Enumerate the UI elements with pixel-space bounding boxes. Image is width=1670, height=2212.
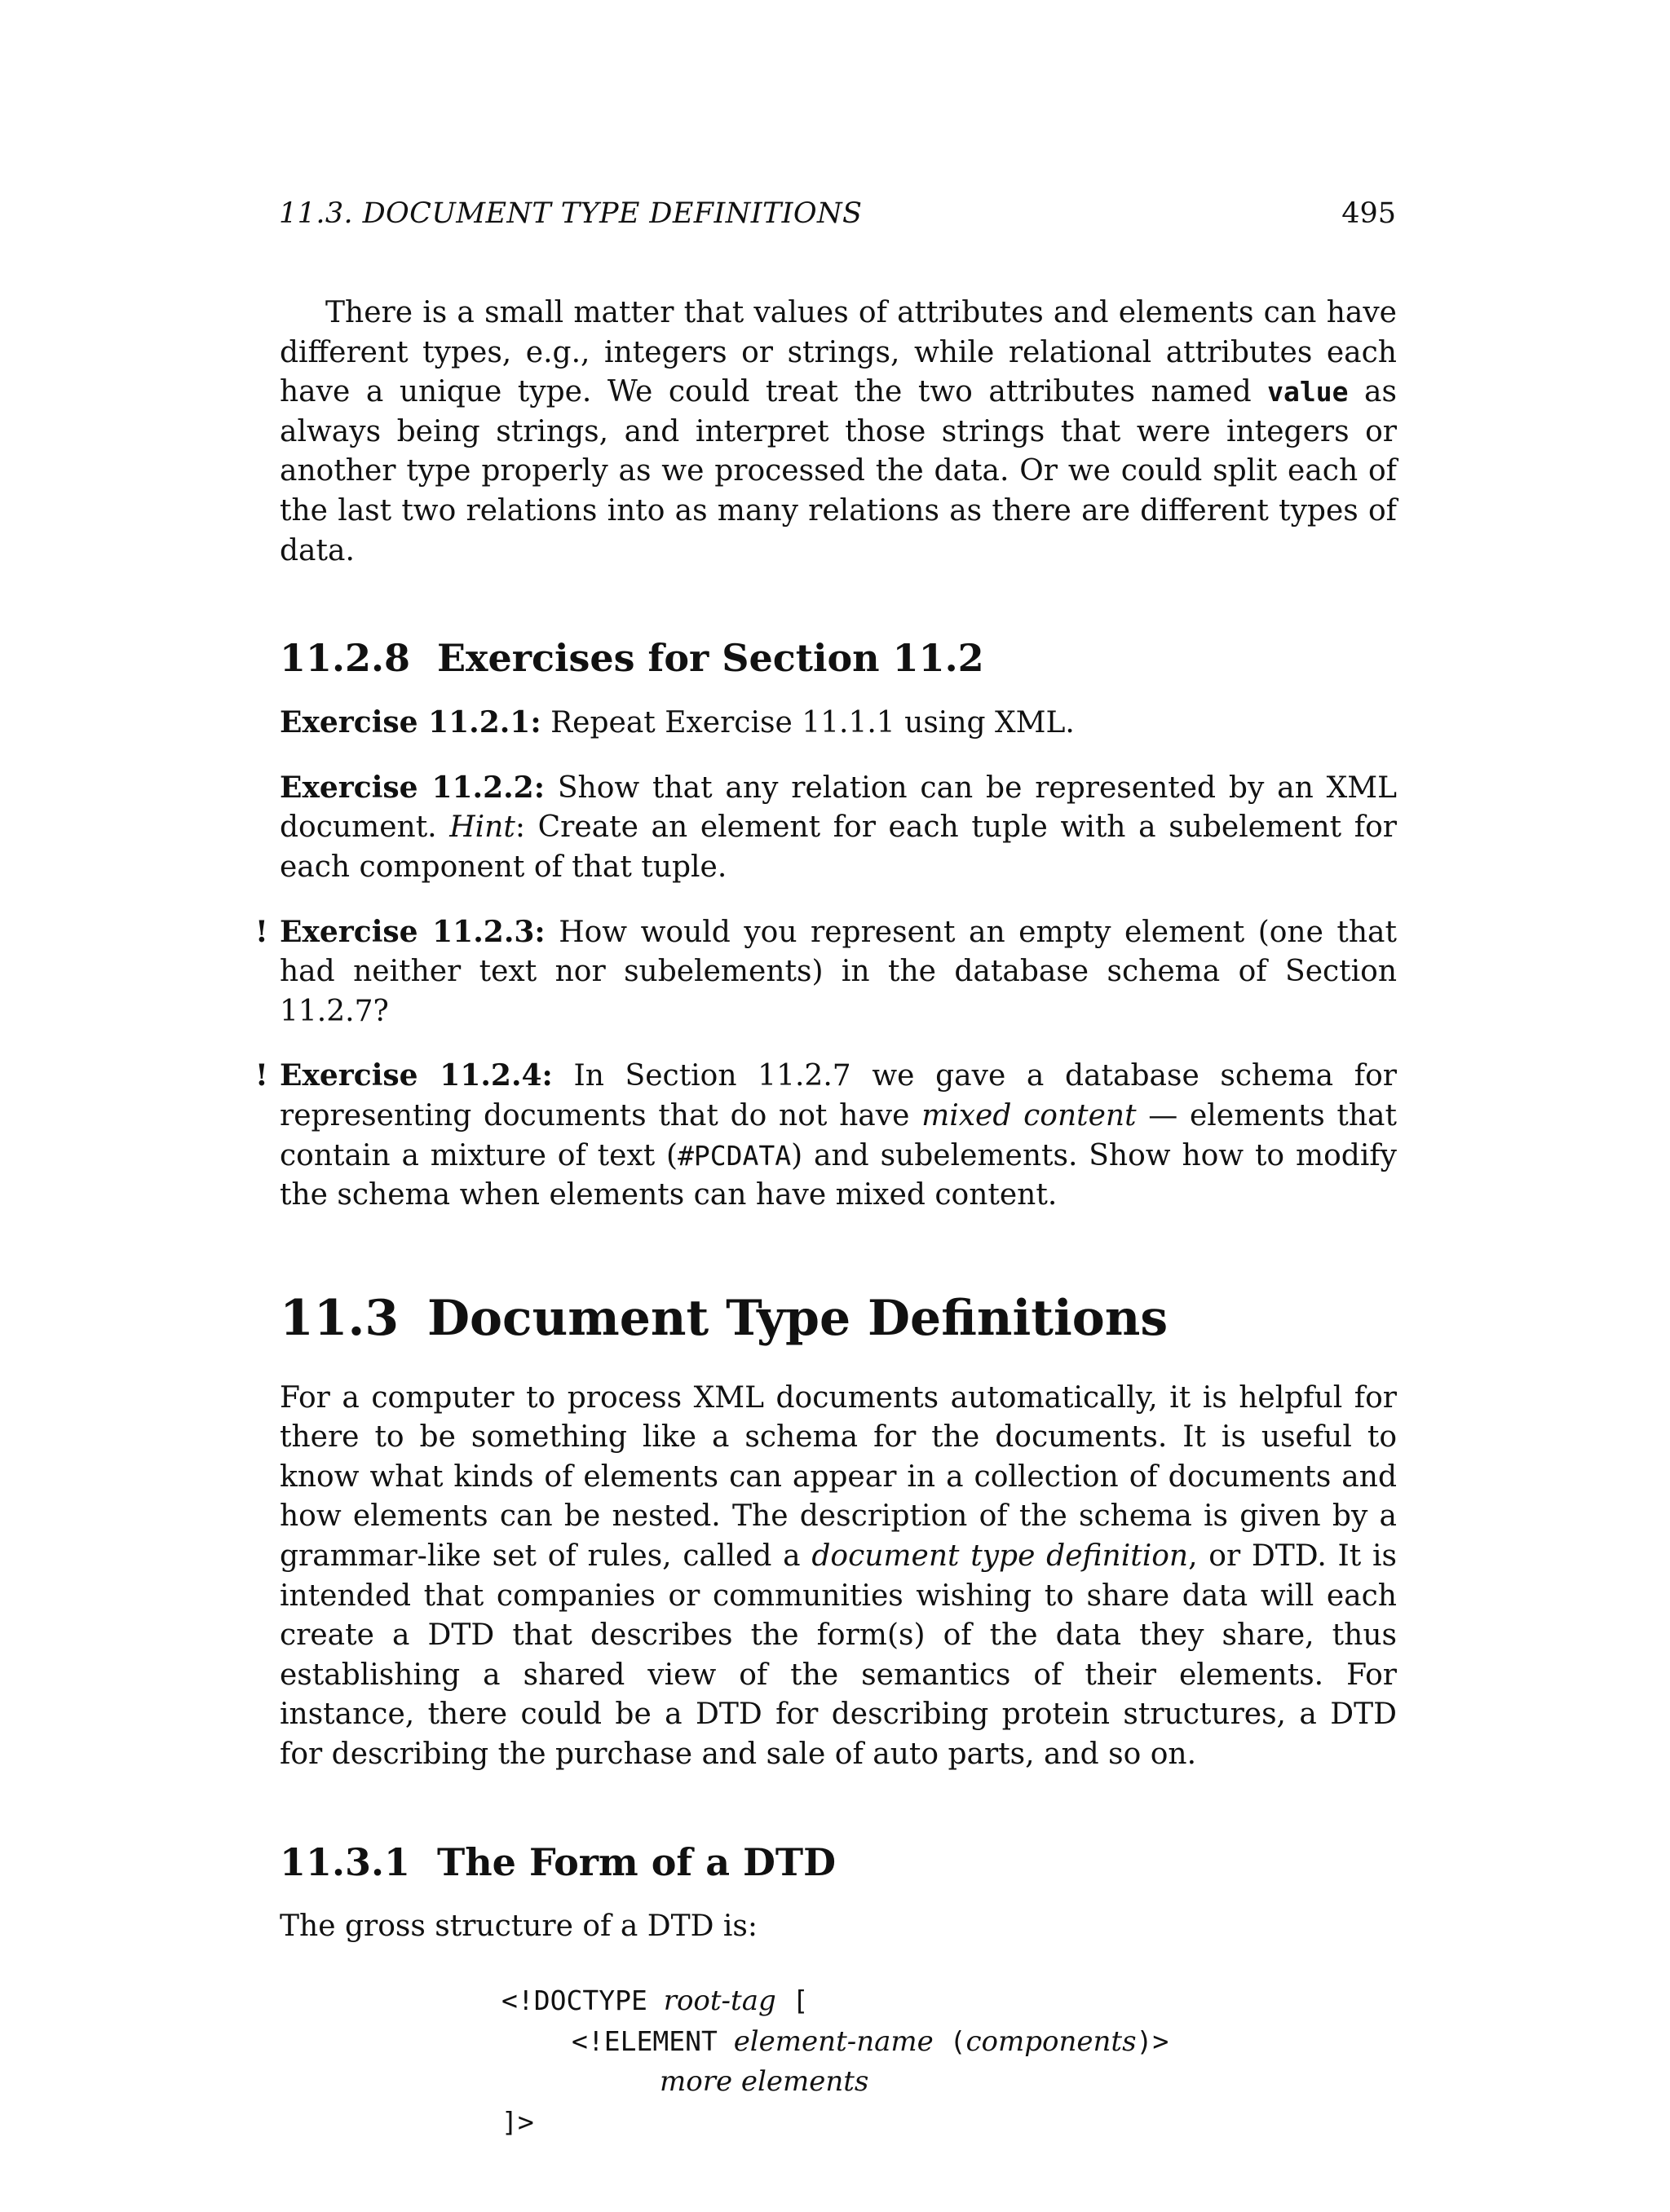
code-variable: element-name <box>733 2025 934 2059</box>
form-section-title: The Form of a DTD <box>437 1839 837 1884</box>
exercise-label: Exercise 11.2.2: <box>280 770 546 805</box>
dtd-text-1: For a computer to process XML documents automatically, it is helpful for there to be something like a schema for the documents. It is useful to know what kinds of elements can appear in a collection of documents and how elements can be nested. The description of the schema is given by a grammar-like set of rules, called a <box>280 1380 1397 1574</box>
exercise-11-2-4 <box>255 1056 1398 1215</box>
exercises-heading-title: Exercises for Section 11.2 <box>437 636 984 681</box>
exercise-text: In Section 11.2.7 we gave a database schema for representing documents that do not have <box>280 1059 1398 1132</box>
code-variable: components <box>965 2025 1137 2059</box>
code-pcdata: #PCDATA <box>678 1139 792 1172</box>
running-header-title: 11.3. DOCUMENT TYPE DEFINITIONS <box>279 197 863 230</box>
code-variable: root-tag <box>663 1985 776 2018</box>
dtd-text-2: , or DTD. It is intended that companies or communities wishing to share data will each create a DTD that describes the form(s) of the data they share, thus establishing a shared view of the semantics of their elements. For instance, there could be a DTD for describing protein structures, a DTD for describing the purchase and sale of auto parts, and so on. <box>280 1539 1397 1772</box>
page-number: 495 <box>1341 197 1396 230</box>
code-punct: [ <box>775 1985 809 2017</box>
code-value: value <box>1267 376 1349 408</box>
page-body <box>255 294 1398 2142</box>
exercise-11-2-1 <box>280 703 1397 744</box>
hint-label: Hint <box>449 810 515 845</box>
difficulty-marker: ! <box>255 1058 268 1093</box>
code-line-close: ]> <box>501 2106 534 2139</box>
running-header <box>279 197 1396 230</box>
difficulty-marker: ! <box>255 914 268 949</box>
exercise-label: Exercise 11.2.1: <box>280 705 541 740</box>
dtd-section-title: Document Type Definitions <box>427 1289 1169 1347</box>
exercise-text: How would you represent an empty element (one that had neither text nor subelements) in the database schema of Section 11.2.7? <box>280 915 1397 1028</box>
exercise-11-2-2 <box>280 768 1397 888</box>
exercise-label: Exercise 11.2.3: <box>280 914 546 949</box>
exercise-11-2-3 <box>255 912 1397 1032</box>
emphasis-dtd: document type definition <box>811 1539 1189 1574</box>
dtd-code-block <box>501 1980 1397 2142</box>
exercises-heading <box>280 636 1397 681</box>
intro-paragraph <box>280 294 1397 571</box>
dtd-paragraph <box>280 1379 1397 1775</box>
exercise-text: ) and subelements. Show how to modify the schema when elements can have mixed content. <box>280 1138 1397 1212</box>
dtd-section-number: 11.3 <box>280 1289 400 1347</box>
code-line-more: more elements <box>660 2065 869 2099</box>
form-section-number: 11.3.1 <box>280 1839 411 1884</box>
dtd-section-heading <box>280 1289 1397 1347</box>
intro-text-1: There is a small matter that values of attributes and elements can have different types, e.g., integers or strings, while relational attributes each have a unique type. We could treat the two attributes named <box>280 296 1397 409</box>
exercise-text: : Create an element for each tuple with a subelement for each component of that tuple. <box>280 810 1398 884</box>
exercise-text: Show that any relation can be represented by an XML document. <box>280 770 1398 845</box>
emphasis-mixed-content: mixed content <box>921 1098 1137 1132</box>
exercise-label: Exercise 11.2.4: <box>280 1058 553 1093</box>
code-keyword: <!ELEMENT <box>572 2025 734 2058</box>
form-section-heading <box>280 1839 1397 1884</box>
code-keyword: <!DOCTYPE <box>501 1985 664 2017</box>
exercise-text: Repeat Exercise 11.1.1 using XML. <box>541 706 1075 740</box>
intro-text-2: as always being strings, and interpret those strings that were integers or another type properly as we processed the data. Or we could split each of the last two relations into as many relations as there are different types of data. <box>280 375 1397 567</box>
exercise-text: — elements that contain a mixture of text ( <box>280 1098 1397 1172</box>
exercises-heading-number: 11.2.8 <box>280 636 411 681</box>
code-line-doctype <box>501 1980 1397 2021</box>
code-punct: ( <box>933 2025 966 2058</box>
code-line-element <box>501 2021 1397 2062</box>
form-intro: The gross structure of a DTD is: <box>280 1909 758 1943</box>
code-punct: )> <box>1136 2025 1169 2058</box>
